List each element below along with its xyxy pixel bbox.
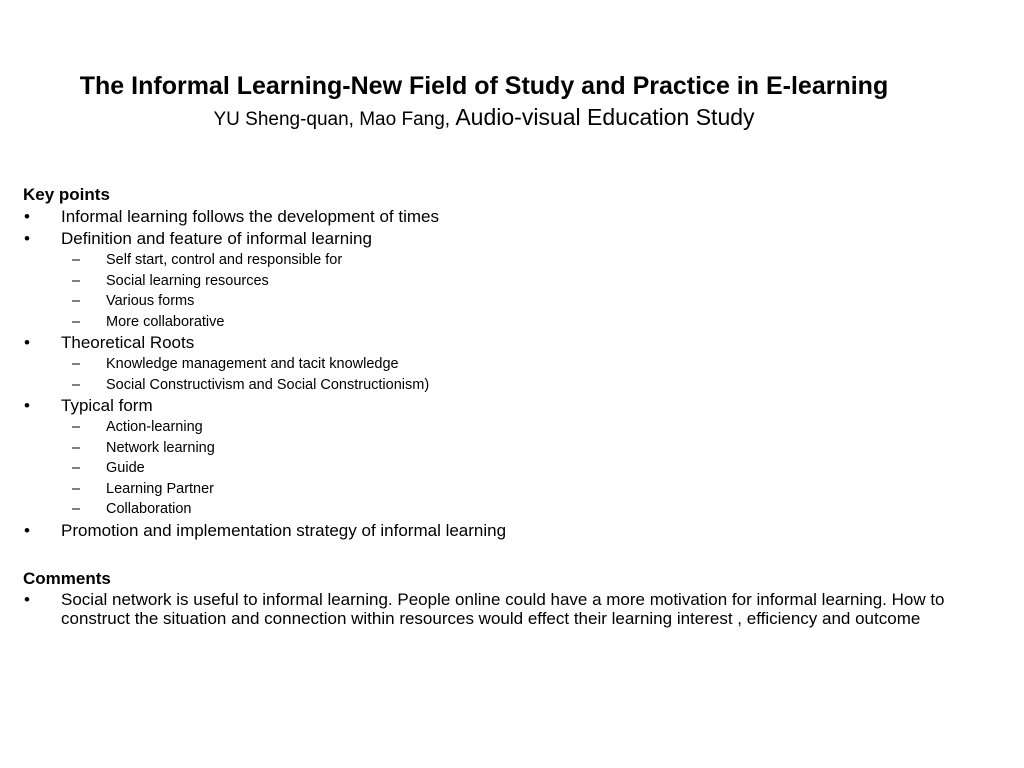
sub-point-item xyxy=(23,417,1013,438)
bullet-icon: • xyxy=(24,333,30,352)
sub-point-item xyxy=(23,271,1013,292)
sub-point-text: More collaborative xyxy=(106,313,225,330)
bullet-icon: • xyxy=(24,229,30,248)
comments-heading: Comments xyxy=(23,568,111,588)
title-block xyxy=(0,70,968,135)
comment-text: Social network is useful to informal learning. People online could have a more motivation for informal learning. How to construct the situation and connection within resources would effect their learning interest , efficiency and outcome xyxy=(61,589,945,628)
sub-point-text: Guide xyxy=(106,460,145,476)
sub-point-item xyxy=(23,250,1013,271)
sub-point-text: Social learning resources xyxy=(106,272,269,289)
dash-icon: – xyxy=(72,460,81,476)
dash-icon: – xyxy=(72,252,81,268)
key-point-item xyxy=(23,520,1013,542)
bullet-icon: • xyxy=(24,589,30,609)
dash-icon: – xyxy=(72,480,81,497)
key-point-item xyxy=(23,395,1013,417)
key-point-text: Informal learning follows the development of times xyxy=(61,207,439,226)
key-points-heading: Key points xyxy=(23,185,110,204)
sub-point-text: Self start, control and responsible for xyxy=(106,252,343,268)
dash-icon: – xyxy=(72,293,81,309)
dash-icon: – xyxy=(72,439,81,456)
bullet-icon: • xyxy=(24,207,30,226)
sub-point-text: Network learning xyxy=(106,439,215,456)
section-spacer xyxy=(23,542,1013,568)
journal-name: Audio-visual Education Study xyxy=(455,104,755,130)
dash-icon: – xyxy=(72,501,81,517)
sub-point-item xyxy=(23,375,1013,396)
key-point-text: Definition and feature of informal learning xyxy=(61,229,372,248)
key-point-text: Theoretical Roots xyxy=(61,333,195,352)
bullet-icon: • xyxy=(24,520,30,540)
sub-point-text: Learning Partner xyxy=(106,480,215,497)
sub-point-text: Knowledge management and tacit knowledge xyxy=(106,356,399,372)
key-point-item xyxy=(23,228,1013,250)
sub-point-item xyxy=(23,438,1013,459)
page-title: The Informal Learning-New Field of Study and Practice in E-learning xyxy=(79,72,889,100)
authors: YU Sheng-quan, Mao Fang, xyxy=(213,109,451,130)
sub-point-item xyxy=(23,458,1013,479)
dash-icon: – xyxy=(72,356,81,372)
sub-point-text: Collaboration xyxy=(106,501,192,517)
slide-body xyxy=(23,184,1013,629)
sub-point-text: Social Constructivism and Social Constructionism) xyxy=(106,376,430,393)
citation-line xyxy=(0,102,968,135)
sub-point-item xyxy=(23,291,1013,312)
key-point-item xyxy=(23,332,1013,354)
dash-icon: – xyxy=(72,272,81,289)
dash-icon: – xyxy=(72,313,81,330)
key-point-text: Promotion and implementation strategy of informal learning xyxy=(61,520,507,540)
sub-point-text: Action-learning xyxy=(106,419,203,435)
dash-icon: – xyxy=(72,419,81,435)
sub-point-item xyxy=(23,354,1013,375)
sub-point-item xyxy=(23,312,1013,333)
bullet-icon: • xyxy=(24,396,30,415)
sub-point-text: Various forms xyxy=(106,293,195,309)
key-point-item xyxy=(23,206,1013,228)
dash-icon: – xyxy=(72,376,81,393)
comment-item xyxy=(23,590,1013,629)
sub-point-item xyxy=(23,499,1013,520)
sub-point-item xyxy=(23,479,1013,500)
key-point-text: Typical form xyxy=(61,396,153,415)
